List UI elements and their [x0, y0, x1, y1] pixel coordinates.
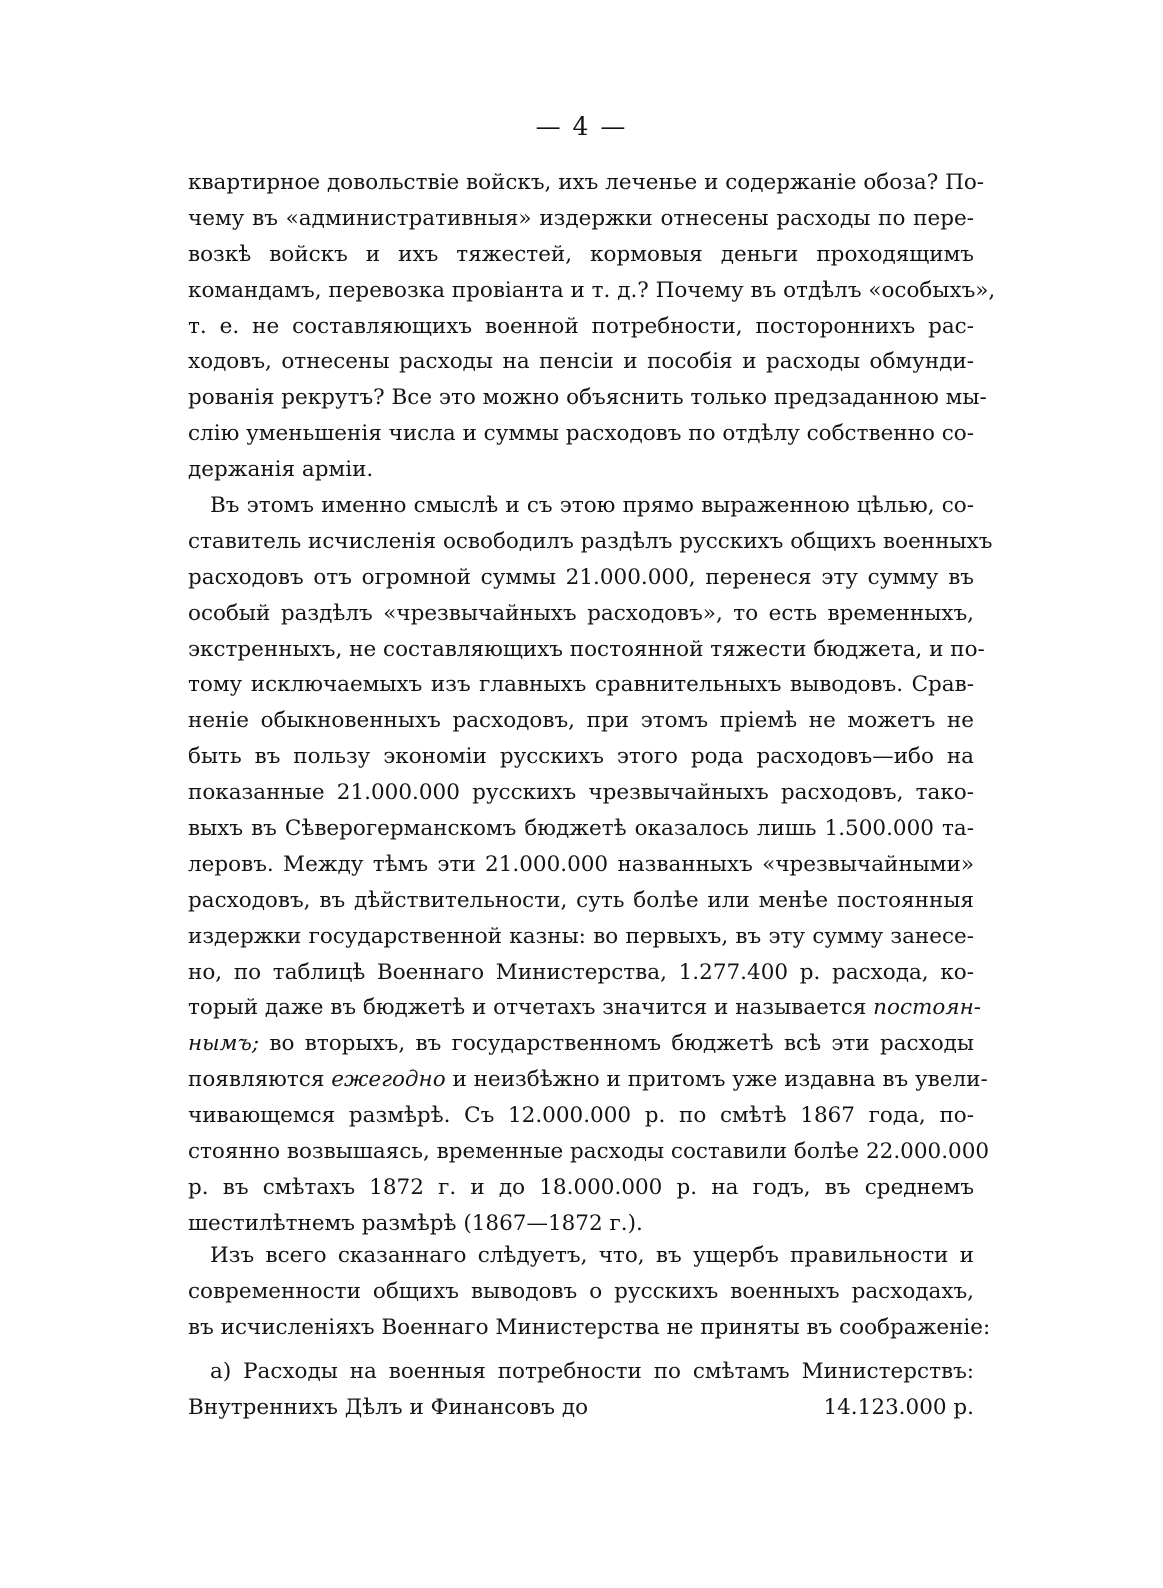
text-line: быть въ пользу экономіи русскихъ этого рода расходовъ—ибо на: [188, 744, 974, 770]
text-line: Въ этомъ именно смыслѣ и съ этою прямо выраженною цѣлью, со-: [210, 493, 974, 518]
text-line: рованія рекрутъ? Все это можно объяснить только предзаданною мы-: [188, 385, 987, 411]
text-run: во вторыхъ, въ государственномъ бюджетѣ всѣ эти расходы: [259, 1031, 974, 1057]
paragraph-3: [188, 1238, 991, 1346]
text-line: въ исчисленіяхъ Военнаго Министерства не приняты въ соображеніе:: [188, 1314, 991, 1340]
text-line: держанія арміи.: [188, 457, 374, 483]
text-line: современности общихъ выводовъ о русскихъ военныхъ расходахъ,: [188, 1278, 974, 1304]
text-line: неніе обыкновенныхъ расходовъ, при этомъ пріемѣ не можетъ не: [188, 708, 974, 734]
amount-value: 14.123.000 р.: [823, 1394, 974, 1420]
italic-text: ежегодно: [331, 1067, 446, 1093]
paragraph-4: [188, 1354, 974, 1426]
amount-row: [188, 1390, 974, 1426]
text-line: командамъ, перевозка провіанта и т. д.? Почему въ отдѣлъ «особыхъ»,: [188, 277, 996, 303]
paragraph-2: [188, 488, 993, 1242]
text-line: [188, 1026, 974, 1062]
text-line: р. въ смѣтахъ 1872 г. и до 18.000.000 р. на годъ, въ среднемъ: [188, 1174, 974, 1200]
text-line: [188, 1062, 988, 1098]
text-line: ставитель исчисленія освободилъ раздѣлъ русскихъ общихъ военныхъ: [188, 528, 993, 554]
text-line: издержки государственной казны: во первыхъ, въ эту сумму занесе-: [188, 923, 974, 949]
text-line: леровъ. Между тѣмъ эти 21.000.000 названныхъ «чрезвычайными»: [188, 851, 974, 877]
text-run: торый даже въ бюджетѣ и отчетахъ значится и называется: [188, 995, 867, 1021]
amount-label: Внутреннихъ Дѣлъ и Финансовъ до: [188, 1394, 589, 1420]
text-line: [188, 990, 981, 1026]
text-line: показанные 21.000.000 русскихъ чрезвычайныхъ расходовъ, тако-: [188, 780, 974, 806]
text-line: чему въ «административныя» издержки отнесены расходы по пере-: [188, 205, 974, 231]
text-line: выхъ въ Сѣверогерманскомъ бюджетѣ оказалось лишь 1.500.000 та-: [188, 816, 974, 842]
text-line: т. е. не составляющихъ военной потребности, постороннихъ рас-: [188, 313, 974, 339]
text-line: возкѣ войскъ и ихъ тяжестей, кормовыя деньги проходящимъ: [188, 241, 974, 267]
paragraph-1: [188, 165, 996, 488]
text-line: а) Расходы на военныя потребности по смѣтамъ Министерствъ:: [210, 1359, 974, 1384]
text-line: ходовъ, отнесены расходы на пенсіи и пособія и расходы обмунди-: [188, 349, 974, 375]
italic-text: нымъ;: [188, 1031, 260, 1057]
text-run: появляются: [188, 1067, 332, 1093]
text-line: стоянно возвышаясь, временные расходы составили болѣе 22.000.000: [188, 1139, 990, 1165]
page-number: — 4 —: [535, 112, 628, 141]
text-line: особый раздѣлъ «чрезвычайныхъ расходовъ», то есть временныхъ,: [188, 600, 974, 626]
text-line: тому исключаемыхъ изъ главныхъ сравнительныхъ выводовъ. Срав-: [188, 672, 974, 698]
text-line: расходовъ отъ огромной суммы 21.000.000, перенеся эту сумму въ: [188, 564, 974, 590]
text-line: Изъ всего сказаннаго слѣдуетъ, что, въ ущербъ правильности и: [210, 1243, 974, 1268]
text-line: расходовъ, въ дѣйствительности, суть болѣе или менѣе постоянныя: [188, 887, 974, 913]
text-line: экстренныхъ, не составляющихъ постоянной тяжести бюджета, и по-: [188, 636, 985, 662]
text-line: шестилѣтнемъ размѣрѣ (1867—1872 г.).: [188, 1210, 643, 1236]
text-run: и неизбѣжно и притомъ уже издавна въ увели-: [445, 1067, 988, 1093]
text-line: чивающемся размѣрѣ. Съ 12.000.000 р. по смѣтѣ 1867 года, по-: [188, 1103, 974, 1129]
text-line: квартирное довольствіе войскъ, ихъ леченье и содержаніе обоза? По-: [188, 170, 985, 195]
text-line: слію уменьшенія числа и суммы расходовъ по отдѣлу собственно со-: [188, 421, 974, 447]
italic-text: постоян-: [873, 995, 981, 1021]
text-line: но, по таблицѣ Военнаго Министерства, 1.277.400 р. расхода, ко-: [188, 959, 974, 985]
